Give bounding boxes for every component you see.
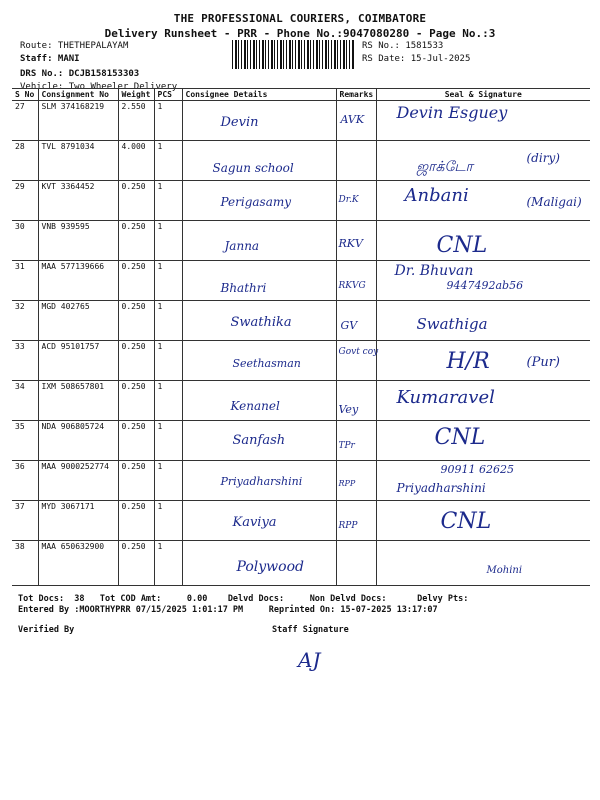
pcs-cell: 1 bbox=[154, 221, 182, 261]
table-row bbox=[12, 101, 590, 141]
totals-line: Tot Docs: 38 Tot COD Amt: 0.00 Delvd Docs: Non Delvd Docs: Delvy Pts: bbox=[18, 594, 469, 604]
pcs-cell: 1 bbox=[154, 381, 182, 421]
consignment-cell: MAA 577139666 bbox=[38, 261, 118, 301]
seal-handwriting: H/R bbox=[446, 349, 490, 374]
staff-text: Staff: MANI bbox=[20, 54, 80, 64]
consignee-cell bbox=[182, 341, 336, 381]
seal-note-handwriting: 90911 62625 bbox=[440, 463, 514, 476]
seal-cell bbox=[376, 461, 590, 501]
table-row bbox=[12, 141, 590, 181]
consignee-handwriting: Perigasamy bbox=[220, 195, 292, 209]
consignee-cell bbox=[182, 381, 336, 421]
seal-cell bbox=[376, 221, 590, 261]
remarks-handwriting: RPP bbox=[338, 479, 356, 488]
sno-cell: 29 bbox=[12, 181, 38, 221]
seal-cell bbox=[376, 341, 590, 381]
pcs-cell: 1 bbox=[154, 461, 182, 501]
consignment-cell: MGD 402765 bbox=[38, 301, 118, 341]
sno-cell: 35 bbox=[12, 421, 38, 461]
table-header-row bbox=[12, 89, 590, 101]
consignee-cell bbox=[182, 461, 336, 501]
remarks-cell bbox=[336, 461, 376, 501]
consignee-handwriting: Kaviya bbox=[232, 515, 277, 530]
pcs-cell: 1 bbox=[154, 301, 182, 341]
barcode bbox=[232, 40, 354, 69]
consignee-cell bbox=[182, 181, 336, 221]
remarks-cell bbox=[336, 101, 376, 141]
seal-handwriting: CNL bbox=[434, 425, 486, 450]
remarks-cell bbox=[336, 381, 376, 421]
sno-cell: 28 bbox=[12, 141, 38, 181]
weight-cell: 4.000 bbox=[118, 141, 154, 181]
seal-cell bbox=[376, 181, 590, 221]
seal-cell bbox=[376, 301, 590, 341]
consignment-cell: KVT 3364452 bbox=[38, 181, 118, 221]
consignee-cell bbox=[182, 421, 336, 461]
weight-cell: 0.250 bbox=[118, 181, 154, 221]
sno-cell: 36 bbox=[12, 461, 38, 501]
seal-cell bbox=[376, 381, 590, 421]
consignee-handwriting: Seethasman bbox=[232, 357, 301, 370]
consignment-cell: MAA 650632900 bbox=[38, 541, 118, 586]
seal-note-handwriting: (Pur) bbox=[526, 355, 560, 370]
rs-date-text: RS Date: 15-Jul-2025 bbox=[362, 54, 471, 64]
pcs-cell: 1 bbox=[154, 261, 182, 301]
remarks-handwriting: RKVG bbox=[338, 281, 366, 291]
sno-cell: 31 bbox=[12, 261, 38, 301]
pcs-cell: 1 bbox=[154, 181, 182, 221]
remarks-handwriting: Govt coy bbox=[338, 347, 379, 357]
entered-line: Entered By :MOORTHYPRR 07/15/2025 1:01:17 PM Reprinted On: 15-07-2025 13:17:07 bbox=[18, 605, 438, 615]
consignee-cell bbox=[182, 261, 336, 301]
seal-note-handwriting: (Maligai) bbox=[526, 195, 582, 209]
table-row bbox=[12, 301, 590, 341]
remarks-cell bbox=[336, 181, 376, 221]
seal-handwriting: Devin Esguey bbox=[396, 103, 508, 122]
seal-note-handwriting: (diry) bbox=[526, 151, 560, 165]
consignment-cell: MAA 9000252774 bbox=[38, 461, 118, 501]
pcs-cell: 1 bbox=[154, 341, 182, 381]
remarks-handwriting: RKV bbox=[338, 237, 363, 250]
consignee-handwriting: Kenanel bbox=[230, 399, 280, 413]
sno-cell: 30 bbox=[12, 221, 38, 261]
table-row bbox=[12, 261, 590, 301]
staff-signature: AJ bbox=[298, 648, 321, 672]
staff-signature-label: Staff Signature bbox=[272, 625, 349, 635]
remarks-cell bbox=[336, 221, 376, 261]
consignee-cell bbox=[182, 501, 336, 541]
weight-cell: 0.250 bbox=[118, 261, 154, 301]
seal-handwriting: Anbani bbox=[404, 185, 469, 206]
table-row bbox=[12, 381, 590, 421]
sno-cell: 32 bbox=[12, 301, 38, 341]
seal-cell bbox=[376, 261, 590, 301]
remarks-cell bbox=[336, 341, 379, 381]
table-row bbox=[12, 341, 590, 381]
consignee-cell bbox=[182, 301, 336, 341]
consignee-cell bbox=[182, 141, 336, 181]
col-seal: Seal & Signature bbox=[444, 90, 522, 99]
consignment-cell: SLM 374168219 bbox=[38, 101, 118, 141]
remarks-handwriting: TPr bbox=[338, 441, 355, 451]
pcs-cell: 1 bbox=[154, 541, 182, 586]
weight-cell: 0.250 bbox=[118, 421, 154, 461]
weight-cell: 0.250 bbox=[118, 341, 154, 381]
remarks-cell bbox=[336, 541, 376, 586]
remarks-cell bbox=[336, 301, 376, 341]
vehicle-text: Vehicle: Two Wheeler Delivery bbox=[20, 82, 178, 92]
consignee-cell bbox=[182, 221, 336, 261]
pcs-cell: 1 bbox=[154, 421, 182, 461]
consignee-handwriting: Priyadharshini bbox=[220, 475, 303, 488]
col-sno: S No bbox=[12, 89, 38, 101]
table-row bbox=[12, 461, 590, 501]
consignee-cell bbox=[182, 101, 336, 141]
weight-cell: 0.250 bbox=[118, 381, 154, 421]
consignee-handwriting: Sanfash bbox=[232, 433, 286, 448]
verified-by: Verified By bbox=[18, 625, 75, 635]
rs-no-text: RS No.: 1581533 bbox=[362, 41, 444, 51]
remarks-handwriting: RPP bbox=[338, 521, 358, 531]
table-row bbox=[12, 181, 590, 221]
seal-handwriting: CNL bbox=[440, 509, 492, 534]
pcs-cell: 1 bbox=[154, 101, 182, 141]
col-consignment: Consignment No bbox=[38, 89, 118, 101]
consignment-cell: TVL 8791034 bbox=[38, 141, 118, 181]
weight-cell: 0.250 bbox=[118, 541, 154, 586]
seal-handwriting: Priyadharshini bbox=[396, 481, 486, 495]
route-text: Route: THETHEPALAYAM bbox=[20, 41, 129, 51]
sno-cell: 34 bbox=[12, 381, 38, 421]
sno-cell: 37 bbox=[12, 501, 38, 541]
remarks-handwriting: Vey bbox=[338, 403, 359, 416]
weight-cell: 0.250 bbox=[118, 301, 154, 341]
seal-handwriting: ஜாக்டோ bbox=[416, 159, 473, 175]
consignee-handwriting: Polywood bbox=[236, 559, 304, 575]
table-row bbox=[12, 421, 590, 461]
remarks-handwriting: Dr.K bbox=[338, 195, 359, 205]
consignment-cell: ACD 95101757 bbox=[38, 341, 118, 381]
drs-text: DRS No.: DCJB158153303 bbox=[20, 69, 140, 79]
pcs-cell: 1 bbox=[154, 501, 182, 541]
consignee-handwriting: Swathika bbox=[230, 315, 292, 330]
table-row bbox=[12, 221, 590, 261]
sno-cell: 33 bbox=[12, 341, 38, 381]
weight-cell: 0.250 bbox=[118, 501, 154, 541]
seal-cell bbox=[376, 141, 590, 181]
seal-handwriting: Swathiga bbox=[416, 315, 488, 333]
seal-cell bbox=[376, 501, 590, 541]
consignee-handwriting: Janna bbox=[224, 239, 260, 253]
seal-handwriting: CNL bbox=[436, 233, 488, 258]
weight-cell: 0.250 bbox=[118, 461, 154, 501]
company-title: THE PROFESSIONAL COURIERS, COIMBATORE bbox=[173, 12, 427, 25]
remarks-cell bbox=[336, 421, 376, 461]
consignee-handwriting: Sagun school bbox=[212, 161, 294, 175]
consignment-cell: IXM 508657801 bbox=[38, 381, 118, 421]
col-consignee: Consignee Details bbox=[182, 89, 336, 101]
remarks-cell bbox=[336, 141, 376, 181]
sno-cell: 27 bbox=[12, 101, 38, 141]
seal-cell bbox=[376, 421, 590, 461]
remarks-handwriting: GV bbox=[340, 319, 358, 332]
col-remarks: Remarks bbox=[336, 89, 376, 101]
weight-cell: 0.250 bbox=[118, 221, 154, 261]
remarks-cell bbox=[336, 501, 376, 541]
consignee-handwriting: Bhathri bbox=[220, 281, 267, 295]
consignment-cell: MYD 3067171 bbox=[38, 501, 118, 541]
seal-handwriting: Dr. Bhuvan bbox=[394, 263, 474, 279]
seal-note-handwriting: 9447492ab56 bbox=[446, 279, 524, 292]
table-row bbox=[12, 501, 590, 541]
consignment-cell: VNB 939595 bbox=[38, 221, 118, 261]
seal-cell bbox=[376, 541, 590, 586]
consignee-cell bbox=[182, 541, 336, 586]
remarks-cell bbox=[336, 261, 376, 301]
seal-handwriting: Mohini bbox=[486, 565, 523, 576]
pcs-cell: 1 bbox=[154, 141, 182, 181]
meta-right bbox=[362, 40, 470, 66]
col-weight: Weight bbox=[118, 89, 154, 101]
weight-cell: 2.550 bbox=[118, 101, 154, 141]
seal-handwriting: Kumaravel bbox=[396, 387, 495, 408]
runsheet-subtitle: Delivery Runsheet - PRR - Phone No.:9047080280 - Page No.:3 bbox=[104, 27, 496, 40]
sno-cell: 38 bbox=[12, 541, 38, 586]
consignment-cell: NDA 906805724 bbox=[38, 421, 118, 461]
remarks-handwriting: AVK bbox=[340, 113, 365, 126]
seal-cell bbox=[376, 101, 590, 141]
col-pcs: PCS bbox=[154, 89, 182, 101]
meta-left bbox=[20, 40, 177, 94]
runsheet-table bbox=[12, 88, 590, 586]
consignee-handwriting: Devin bbox=[220, 115, 259, 130]
table-row bbox=[12, 541, 590, 586]
